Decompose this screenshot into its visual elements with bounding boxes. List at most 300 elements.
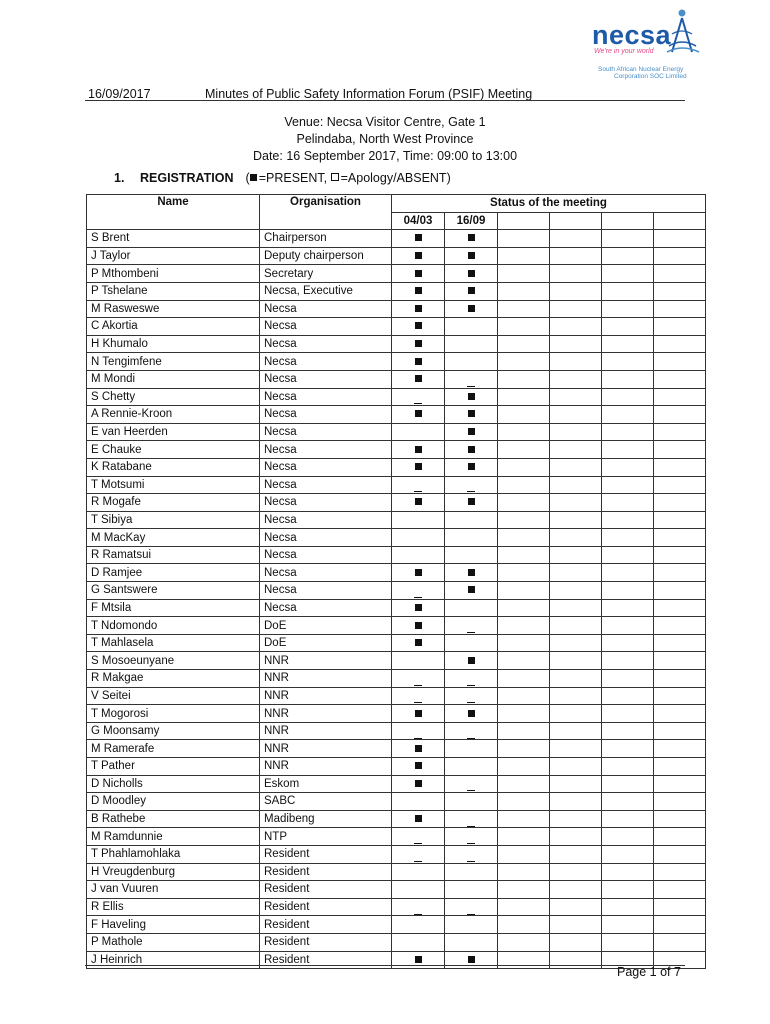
- attendance-cell: [392, 388, 445, 406]
- empty-cell: [602, 247, 654, 265]
- attendance-cell: [445, 705, 498, 723]
- present-square-icon: [415, 340, 422, 347]
- present-square-icon: [415, 463, 422, 470]
- empty-cell: [602, 423, 654, 441]
- empty-cell: [550, 230, 602, 248]
- empty-cell: [654, 265, 706, 283]
- empty-cell: [602, 793, 654, 811]
- attendance-cell: [445, 652, 498, 670]
- attendance-cell: [445, 388, 498, 406]
- column-header-name: Name: [87, 195, 260, 230]
- attendance-cell: [392, 370, 445, 388]
- attendance-cell: [445, 441, 498, 459]
- table-row: [87, 705, 706, 723]
- dash-mark-icon: [467, 826, 475, 827]
- attendee-organisation: Necsa: [260, 388, 392, 406]
- attendance-cell: [445, 898, 498, 916]
- empty-cell: [498, 230, 550, 248]
- empty-cell: [654, 775, 706, 793]
- empty-cell: [602, 441, 654, 459]
- dash-mark-icon: [467, 632, 475, 633]
- empty-cell: [498, 617, 550, 635]
- empty-cell: [498, 687, 550, 705]
- column-header-blank: [654, 212, 706, 230]
- filled-square-icon: [250, 174, 257, 181]
- dash-mark-icon: [467, 386, 475, 387]
- attendee-organisation: DoE: [260, 617, 392, 635]
- attendance-cell: [392, 265, 445, 283]
- attendee-name: D Ramjee: [87, 564, 260, 582]
- dash-mark-icon: [414, 491, 422, 492]
- attendance-cell: [445, 670, 498, 688]
- attendee-organisation: Resident: [260, 898, 392, 916]
- empty-cell: [602, 318, 654, 336]
- empty-cell: [498, 810, 550, 828]
- attendance-cell: [392, 318, 445, 336]
- empty-cell: [498, 634, 550, 652]
- empty-cell: [654, 933, 706, 951]
- empty-cell: [654, 353, 706, 371]
- attendance-cell: [392, 740, 445, 758]
- empty-square-icon: [331, 173, 339, 181]
- empty-cell: [654, 458, 706, 476]
- attendee-name: J Taylor: [87, 247, 260, 265]
- empty-cell: [498, 247, 550, 265]
- dash-mark-icon: [414, 702, 422, 703]
- empty-cell: [602, 758, 654, 776]
- present-square-icon: [415, 745, 422, 752]
- present-square-icon: [468, 234, 475, 241]
- table-row: [87, 529, 706, 547]
- table-row: [87, 687, 706, 705]
- attendance-cell: [445, 687, 498, 705]
- empty-cell: [602, 582, 654, 600]
- empty-cell: [550, 353, 602, 371]
- empty-cell: [602, 634, 654, 652]
- dash-mark-icon: [467, 685, 475, 686]
- attendee-organisation: Resident: [260, 933, 392, 951]
- attendance-cell: [445, 617, 498, 635]
- attendee-name: K Ratabane: [87, 458, 260, 476]
- empty-cell: [602, 529, 654, 547]
- attendance-cell: [445, 494, 498, 512]
- attendance-cell: [445, 282, 498, 300]
- empty-cell: [498, 546, 550, 564]
- empty-cell: [654, 687, 706, 705]
- attendee-organisation: NNR: [260, 687, 392, 705]
- attendance-cell: [392, 722, 445, 740]
- attendance-cell: [392, 828, 445, 846]
- attendee-name: T Phahlamohlaka: [87, 845, 260, 863]
- present-square-icon: [415, 410, 422, 417]
- attendee-name: R Mogafe: [87, 494, 260, 512]
- section-title: REGISTRATION: [140, 171, 234, 185]
- attendance-cell: [392, 933, 445, 951]
- empty-cell: [550, 881, 602, 899]
- present-square-icon: [415, 305, 422, 312]
- header-rule: [85, 100, 685, 101]
- attendance-cell: [392, 423, 445, 441]
- attendee-organisation: SABC: [260, 793, 392, 811]
- attendee-name: M Mondi: [87, 370, 260, 388]
- legend-absent: =Apology/ABSENT): [340, 171, 451, 185]
- present-square-icon: [415, 639, 422, 646]
- logo-tagline: We're in your world: [594, 48, 654, 55]
- attendance-cell: [445, 582, 498, 600]
- empty-cell: [654, 652, 706, 670]
- table-row: [87, 265, 706, 283]
- attendee-organisation: Necsa: [260, 529, 392, 547]
- legend-open: (: [245, 171, 250, 185]
- table-row: [87, 546, 706, 564]
- attendance-cell: [445, 230, 498, 248]
- present-square-icon: [468, 710, 475, 717]
- attendance-cell: [392, 282, 445, 300]
- attendee-organisation: Necsa: [260, 511, 392, 529]
- empty-cell: [550, 247, 602, 265]
- attendee-name: J van Vuuren: [87, 881, 260, 899]
- attendee-organisation: Secretary: [260, 265, 392, 283]
- table-row: [87, 300, 706, 318]
- empty-cell: [550, 758, 602, 776]
- attendee-organisation: Necsa: [260, 599, 392, 617]
- empty-cell: [654, 335, 706, 353]
- attendance-cell: [392, 458, 445, 476]
- empty-cell: [654, 740, 706, 758]
- empty-cell: [550, 775, 602, 793]
- table-row: [87, 458, 706, 476]
- empty-cell: [498, 898, 550, 916]
- table-row: [87, 494, 706, 512]
- table-row: [87, 933, 706, 951]
- empty-cell: [602, 705, 654, 723]
- table-row: [87, 793, 706, 811]
- attendance-cell: [392, 687, 445, 705]
- legend-present: =PRESENT,: [258, 171, 331, 185]
- empty-cell: [498, 652, 550, 670]
- attendance-cell: [445, 758, 498, 776]
- empty-cell: [654, 388, 706, 406]
- table-row: [87, 722, 706, 740]
- attendance-cell: [445, 634, 498, 652]
- present-square-icon: [468, 393, 475, 400]
- present-square-icon: [415, 498, 422, 505]
- attendee-name: V Seitei: [87, 687, 260, 705]
- attendee-name: R Ellis: [87, 898, 260, 916]
- empty-cell: [498, 511, 550, 529]
- footer-rule: [85, 965, 685, 966]
- empty-cell: [654, 511, 706, 529]
- empty-cell: [602, 564, 654, 582]
- empty-cell: [654, 230, 706, 248]
- empty-cell: [602, 300, 654, 318]
- attendee-organisation: Resident: [260, 951, 392, 969]
- attendance-cell: [445, 546, 498, 564]
- table-row: [87, 881, 706, 899]
- attendance-cell: [445, 933, 498, 951]
- attendee-organisation: Necsa: [260, 406, 392, 424]
- table-row: [87, 353, 706, 371]
- present-square-icon: [415, 358, 422, 365]
- attendance-cell: [392, 863, 445, 881]
- attendee-organisation: Deputy chairperson: [260, 247, 392, 265]
- attendee-name: C Akortia: [87, 318, 260, 336]
- attendee-name: D Moodley: [87, 793, 260, 811]
- empty-cell: [550, 529, 602, 547]
- logo-corporation-line2: Corporation SOC Limited: [614, 73, 687, 80]
- empty-cell: [602, 406, 654, 424]
- attendance-cell: [392, 441, 445, 459]
- empty-cell: [498, 423, 550, 441]
- empty-cell: [498, 582, 550, 600]
- empty-cell: [498, 722, 550, 740]
- attendance-cell: [392, 494, 445, 512]
- present-square-icon: [468, 287, 475, 294]
- present-square-icon: [468, 463, 475, 470]
- table-row: [87, 370, 706, 388]
- attendee-organisation: Necsa: [260, 494, 392, 512]
- attendee-organisation: Necsa: [260, 423, 392, 441]
- present-square-icon: [468, 446, 475, 453]
- empty-cell: [550, 441, 602, 459]
- present-square-icon: [415, 762, 422, 769]
- attendee-organisation: Necsa: [260, 564, 392, 582]
- empty-cell: [550, 599, 602, 617]
- table-row: [87, 740, 706, 758]
- empty-cell: [498, 335, 550, 353]
- table-row: [87, 564, 706, 582]
- attendee-name: H Vreugdenburg: [87, 863, 260, 881]
- empty-cell: [550, 423, 602, 441]
- attendance-cell: [392, 810, 445, 828]
- empty-cell: [654, 916, 706, 934]
- empty-cell: [550, 282, 602, 300]
- empty-cell: [498, 933, 550, 951]
- attendance-cell: [392, 353, 445, 371]
- column-header-date-1: 04/03: [392, 212, 445, 230]
- attendee-organisation: Necsa: [260, 458, 392, 476]
- attendee-name: T Mogorosi: [87, 705, 260, 723]
- header-date: 16/09/2017: [88, 87, 151, 101]
- attendee-name: J Heinrich: [87, 951, 260, 969]
- empty-cell: [498, 388, 550, 406]
- empty-cell: [498, 494, 550, 512]
- empty-cell: [498, 476, 550, 494]
- empty-cell: [498, 318, 550, 336]
- empty-cell: [602, 599, 654, 617]
- empty-cell: [498, 265, 550, 283]
- empty-cell: [498, 828, 550, 846]
- empty-cell: [654, 863, 706, 881]
- present-square-icon: [468, 586, 475, 593]
- attendee-organisation: Resident: [260, 881, 392, 899]
- table-row: [87, 898, 706, 916]
- attendee-name: F Haveling: [87, 916, 260, 934]
- table-row: [87, 599, 706, 617]
- empty-cell: [602, 845, 654, 863]
- present-square-icon: [415, 322, 422, 329]
- attendee-name: P Mthombeni: [87, 265, 260, 283]
- attendee-organisation: Necsa: [260, 300, 392, 318]
- column-header-organisation: Organisation: [260, 195, 392, 230]
- attendee-name: P Mathole: [87, 933, 260, 951]
- attendance-cell: [392, 335, 445, 353]
- dash-mark-icon: [467, 491, 475, 492]
- empty-cell: [602, 388, 654, 406]
- attendee-name: S Chetty: [87, 388, 260, 406]
- attendee-name: P Tshelane: [87, 282, 260, 300]
- present-square-icon: [468, 956, 475, 963]
- empty-cell: [550, 793, 602, 811]
- empty-cell: [550, 546, 602, 564]
- present-square-icon: [415, 446, 422, 453]
- empty-cell: [602, 265, 654, 283]
- attendee-name: T Motsumi: [87, 476, 260, 494]
- present-square-icon: [415, 234, 422, 241]
- empty-cell: [654, 670, 706, 688]
- attendee-organisation: Necsa: [260, 353, 392, 371]
- attendee-name: B Rathebe: [87, 810, 260, 828]
- present-square-icon: [415, 270, 422, 277]
- attendee-name: G Santswere: [87, 582, 260, 600]
- attendance-cell: [445, 335, 498, 353]
- present-square-icon: [415, 252, 422, 259]
- attendance-cell: [392, 670, 445, 688]
- attendee-name: S Mosoeunyane: [87, 652, 260, 670]
- empty-cell: [550, 265, 602, 283]
- attendance-cell: [445, 406, 498, 424]
- attendance-cell: [392, 476, 445, 494]
- attendee-organisation: NNR: [260, 758, 392, 776]
- empty-cell: [550, 406, 602, 424]
- dash-mark-icon: [467, 702, 475, 703]
- empty-cell: [654, 529, 706, 547]
- attendance-cell: [445, 423, 498, 441]
- present-square-icon: [468, 270, 475, 277]
- dash-mark-icon: [467, 738, 475, 739]
- empty-cell: [654, 582, 706, 600]
- attendance-cell: [445, 564, 498, 582]
- attendance-cell: [392, 634, 445, 652]
- table-row: [87, 810, 706, 828]
- empty-cell: [498, 863, 550, 881]
- empty-cell: [550, 617, 602, 635]
- empty-cell: [550, 828, 602, 846]
- attendance-cell: [392, 881, 445, 899]
- location-line: Pelindaba, North West Province: [296, 132, 474, 146]
- empty-cell: [654, 617, 706, 635]
- empty-cell: [654, 881, 706, 899]
- attendee-name: M Ramdunnie: [87, 828, 260, 846]
- empty-cell: [654, 898, 706, 916]
- empty-cell: [602, 775, 654, 793]
- attendee-name: E van Heerden: [87, 423, 260, 441]
- empty-cell: [602, 617, 654, 635]
- empty-cell: [550, 388, 602, 406]
- empty-cell: [602, 370, 654, 388]
- empty-cell: [550, 634, 602, 652]
- attendance-cell: [392, 247, 445, 265]
- table-row: [87, 617, 706, 635]
- empty-cell: [654, 634, 706, 652]
- attendee-name: G Moonsamy: [87, 722, 260, 740]
- empty-cell: [602, 898, 654, 916]
- dash-mark-icon: [414, 861, 422, 862]
- empty-cell: [550, 511, 602, 529]
- empty-cell: [550, 370, 602, 388]
- attendee-name: S Brent: [87, 230, 260, 248]
- empty-cell: [498, 441, 550, 459]
- present-square-icon: [415, 815, 422, 822]
- attendee-organisation: NNR: [260, 670, 392, 688]
- attendance-cell: [392, 758, 445, 776]
- attendee-organisation: Chairperson: [260, 230, 392, 248]
- table-row: [87, 406, 706, 424]
- attendee-organisation: Necsa: [260, 546, 392, 564]
- logo-corporation-line1: South African Nuclear Energy: [598, 66, 684, 73]
- empty-cell: [498, 282, 550, 300]
- empty-cell: [550, 898, 602, 916]
- empty-cell: [602, 740, 654, 758]
- attendee-organisation: NNR: [260, 652, 392, 670]
- attendance-cell: [445, 476, 498, 494]
- attendee-name: E Chauke: [87, 441, 260, 459]
- registration-heading: [114, 171, 451, 185]
- attendance-cell: [445, 881, 498, 899]
- empty-cell: [654, 599, 706, 617]
- empty-cell: [498, 406, 550, 424]
- empty-cell: [654, 300, 706, 318]
- empty-cell: [602, 546, 654, 564]
- column-header-blank: [498, 212, 550, 230]
- attendance-cell: [445, 793, 498, 811]
- empty-cell: [654, 758, 706, 776]
- empty-cell: [654, 441, 706, 459]
- attendance-cell: [392, 916, 445, 934]
- present-square-icon: [468, 657, 475, 664]
- dash-mark-icon: [467, 914, 475, 915]
- attendance-cell: [392, 599, 445, 617]
- attendee-organisation: Necsa, Executive: [260, 282, 392, 300]
- attendee-organisation: Eskom: [260, 775, 392, 793]
- empty-cell: [602, 335, 654, 353]
- attendance-cell: [445, 845, 498, 863]
- table-row: [87, 845, 706, 863]
- attendance-cell: [445, 265, 498, 283]
- attendee-organisation: Resident: [260, 845, 392, 863]
- attendee-organisation: Necsa: [260, 318, 392, 336]
- table-row: [87, 775, 706, 793]
- page-number: Page 1 of 7: [617, 965, 681, 979]
- empty-cell: [602, 282, 654, 300]
- attendee-organisation: Resident: [260, 916, 392, 934]
- attendance-cell: [392, 300, 445, 318]
- empty-cell: [550, 810, 602, 828]
- attendance-cell: [392, 898, 445, 916]
- empty-cell: [550, 670, 602, 688]
- empty-cell: [602, 828, 654, 846]
- attendee-name: T Ndomondo: [87, 617, 260, 635]
- empty-cell: [498, 564, 550, 582]
- present-square-icon: [468, 498, 475, 505]
- registration-rows: [87, 230, 706, 969]
- attendee-organisation: Necsa: [260, 476, 392, 494]
- attendance-cell: [392, 511, 445, 529]
- attendee-organisation: Necsa: [260, 441, 392, 459]
- attendance-cell: [392, 617, 445, 635]
- table-row: [87, 441, 706, 459]
- empty-cell: [498, 353, 550, 371]
